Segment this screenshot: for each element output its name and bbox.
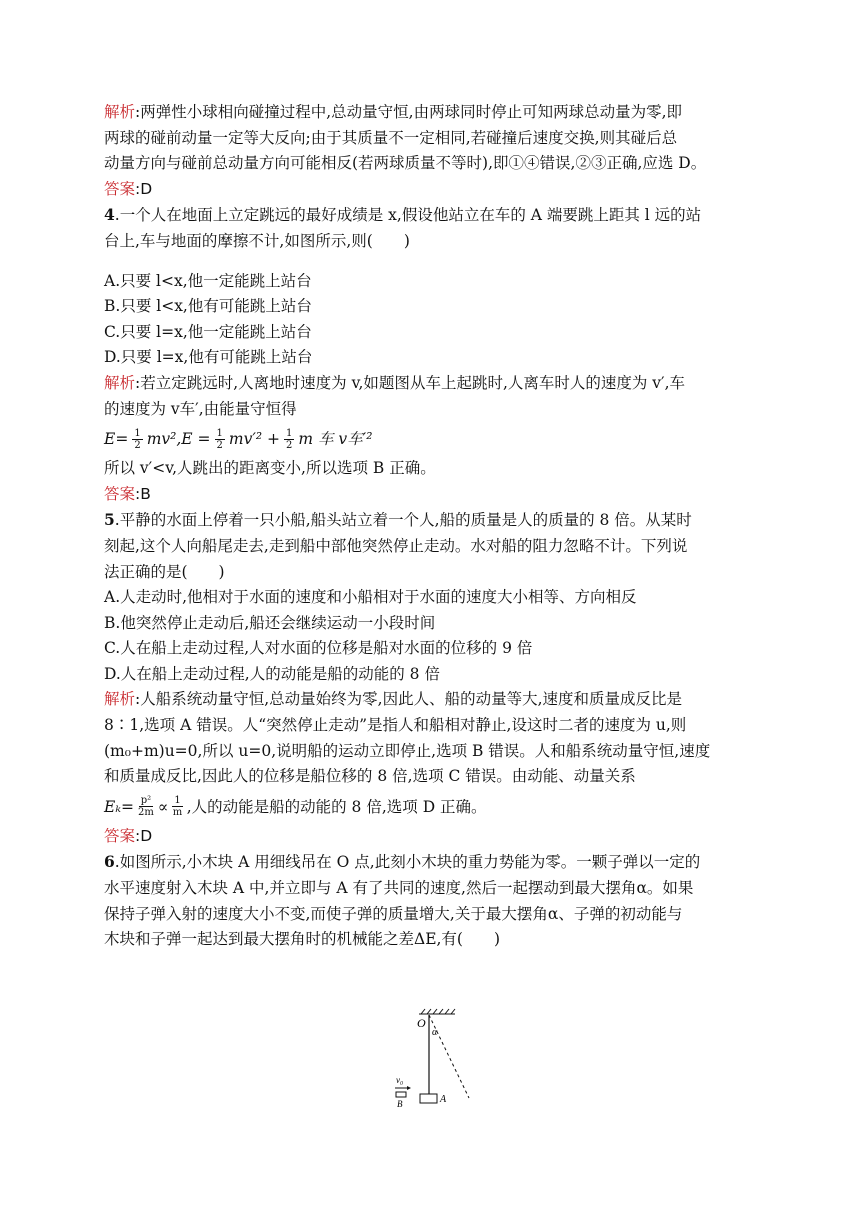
fraction-1-over-m: $\frac{1}{m}$ [172,795,183,819]
q4-analysis-line-1: 解析:若立定跳远时,人离地时速度为 v,如题图从车上起跳时,人离车时人的速度为 v′,车 [104,373,685,392]
q5-answer: 答案:D [104,826,153,845]
q5-stem-line-1: 5.平静的水面上停着一只小船,船头站立着一个人,船的质量是人的质量的 8 倍。从某时 [104,510,692,530]
answer-label: 答案 [104,179,136,198]
q5-analysis-line-2: 8∶1,选项 A 错误。人“突然停止走动”是指人和船相对静止,设这时二者的速度为 u,则 [104,716,687,735]
arrow-head [407,1086,411,1090]
label-alpha: α [432,1027,438,1038]
q4-stem-line-2: 台上,车与地面的摩擦不计,如图所示,则( ) [104,231,410,250]
analysis-label: 解析 [104,690,136,709]
fraction-half: $\frac{1}{2}$ [216,427,223,451]
q6-stem-line-4: 木块和子弹一起达到最大摆角时的机械能之差ΔE,有( ) [104,930,501,949]
q3-analysis-line-3: 动量方向与碰前总动量方向可能相反(若两球质量不等时),即①④错误,②③正确,应选 D。 [104,154,707,173]
q6-stem-line-1: 6.如图所示,小木块 A 用细线吊在 O 点,此刻小木块的重力势能为零。一颗子弹以一定的 [104,852,701,872]
answer-label: 答案 [104,826,136,845]
document-page [104,100,772,953]
q4-analysis-line-2: 的速度为 v车′,由能量守恒得 [104,399,297,418]
analysis-label: 解析 [104,103,136,121]
q5-option-b: B.他突然停止走动后,船还会继续运动一小段时间 [104,613,436,632]
q5-stem-line-2: 刻起,这个人向船尾走去,走到船中部他突然停止走动。水对船的阻力忽略不计。下列说 [104,536,688,555]
q4-answer: 答案:B [104,484,151,503]
spacer [104,255,772,269]
question-number: 6 [104,852,115,872]
q5-option-a: A.人走动时,他相对于水面的速度和小船相对于水面的速度大小相等、方向相反 [104,588,637,607]
q6-stem-line-3: 保持子弹入射的速度大小不变,而使子弹的质量增大,关于最大摆角α、子弹的初动能与 [104,904,683,923]
q4-option-a: A.只要 l<x,他一定能跳上站台 [104,271,312,290]
q4-option-d: D.只要 l=x,他有可能跳上站台 [104,348,313,367]
q5-analysis-line-3: (m₀+m)u=0,所以 u=0,说明船的运动立即停止,选项 B 错误。人和船系统动量守恒,速度 [104,741,711,760]
q3-analysis-line-2: 两球的碰前动量一定等大反向;由于其质量不一定相同,若碰撞后速度交换,则其碰后总 [104,128,678,147]
label-v0: v₀ [396,1075,404,1085]
answer-label: 答案 [104,484,136,503]
analysis-label: 解析 [104,373,136,392]
label-a: A [440,1094,447,1105]
fraction-half: $\frac{1}{2}$ [134,427,141,451]
label-o: O [417,1016,426,1030]
q5-option-c: C.人在船上走动过程,人对水面的位移是船对水面的位移的 9 倍 [104,639,533,658]
q6-stem-line-2: 水平速度射入木块 A 中,并立即与 A 有了共同的速度,然后一起摆动到最大摆角α。如果 [104,879,694,898]
fraction-p2-over-2m: $\frac{\text{p²}}{2m}$ [137,795,154,819]
bullet-b [396,1092,406,1097]
label-b: B [397,1099,403,1109]
ceiling-hatch [419,1009,455,1014]
question-number: 5 [104,510,115,530]
q3-answer: 答案:D [104,179,153,198]
question-number: 4 [104,205,115,225]
q4-stem-line-1: 4.一个人在地面上立定跳远的最好成绩是 x,假设他站立在车的 A 端要跳上距其 l 远的站 [104,205,702,225]
q4-option-b: B.只要 l<x,他有可能跳上站台 [104,297,312,316]
q5-analysis-line-4: 和质量成反比,因此人的位移是船位移的 8 倍,选项 C 错误。由动能、动量关系 [104,767,636,786]
q4-conclusion: 所以 v′<v,人跳出的距离变小,所以选项 B 正确。 [104,459,436,478]
fraction-half: $\frac{1}{2}$ [286,427,293,451]
q4-energy-formula: E= $\frac{1}{2}$ mv²,E = $\frac{1}{2}$ mv′² + $\frac{1}{2}$ m 车 v车′² [104,427,373,451]
q3-analysis-line-1: 解析:两弹性小球相向碰撞过程中,总动量守恒,由两球同时停止可知两球总动量为零,即 [104,103,683,121]
q5-analysis-line-1: 解析:人船系统动量守恒,总动量始终为零,因此人、船的动量等大,速度和质量成反比是 [104,690,683,709]
q4-option-c: C.只要 l=x,他一定能跳上站台 [104,322,312,341]
q5-option-d: D.人在船上走动过程,人的动能是船的动能的 8 倍 [104,664,440,683]
block-a [420,1094,437,1103]
q5-kinetic-energy-formula: Eₖ= $\frac{\text{p²}}{2m}$ ∝ $\frac{1}{m}$ ,人的动能是船的动能的 8 倍,选项 D 正确。 [104,795,487,819]
pendulum-figure [393,1008,503,1112]
q5-stem-line-3: 法正确的是( ) [104,562,225,581]
